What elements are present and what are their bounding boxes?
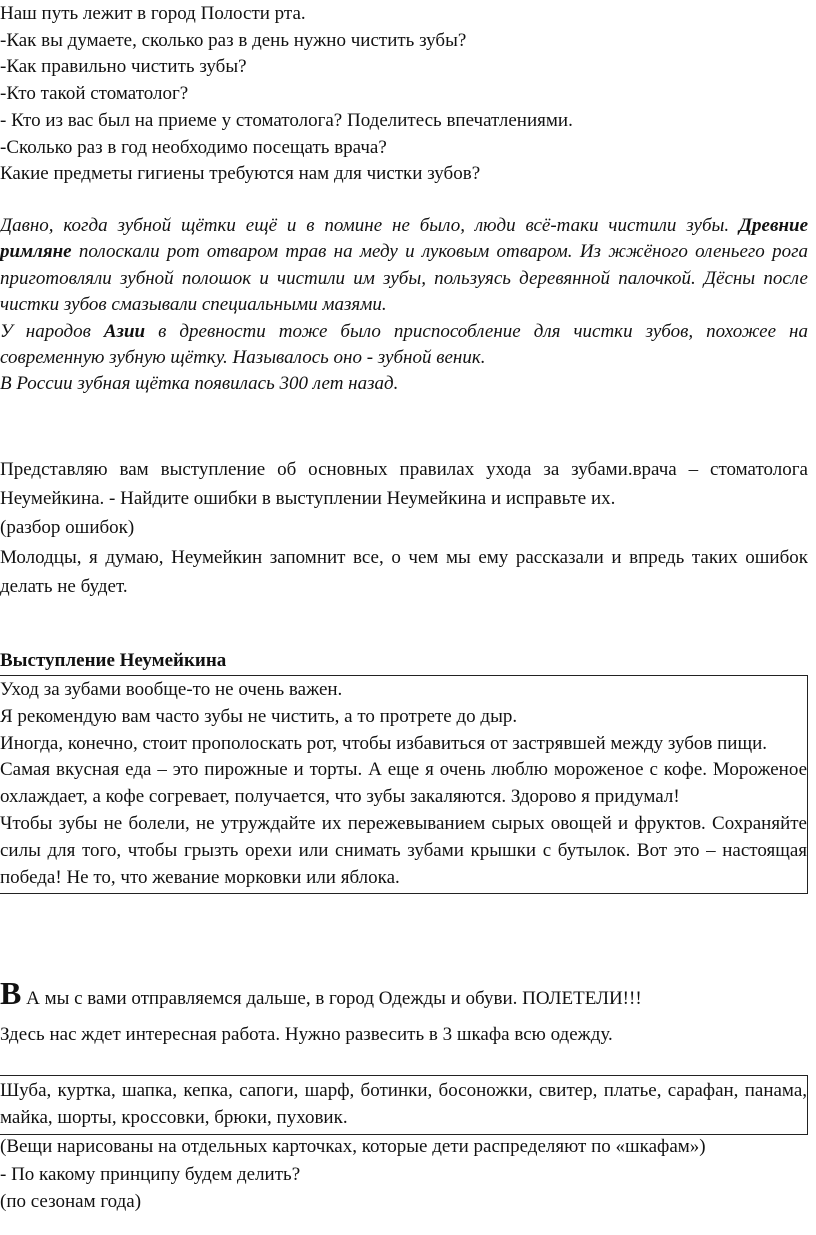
- intro-line: - Кто из вас был на приеме у стоматолога? Поделитесь впечатлениями.: [0, 109, 573, 131]
- speech-box: [0, 675, 808, 894]
- history-text: полоскали рот отваром трав на меду и луковым отваром. Из жжёного оленьего рога приготовляли зубной полошок и чистили им зубы, пользуясь деревянной палочкой. Дёсны после чистки зубов смазывали специальными мазями.: [0, 241, 808, 316]
- clothing-note: (Вещи нарисованы на отдельных карточках, которые дети распределяют по «шкафам»): [0, 1136, 706, 1157]
- speech-heading: Выступление Неумейкина: [0, 650, 227, 671]
- presentation-intro: [0, 455, 808, 601]
- clothing-notes: [0, 1133, 808, 1216]
- history-paragraph: [0, 213, 808, 319]
- history-bold: Древние римляне: [0, 215, 808, 263]
- clothing-answer: (по сезонам года): [0, 1191, 142, 1212]
- intro-line: -Как правильно чистить зубы?: [0, 56, 247, 78]
- clothing-items: Шуба, куртка, шапка, кепка, сапоги, шарф, ботинки, босоножки, свитер, платье, сарафан, панама, майка, шорты, кроссовки, брюки, пуховик.: [0, 1080, 807, 1128]
- speech-paragraph: Чтобы зубы не болели, не утруждайте их пережевыванием сырых овощей и фруктов. Сохраняйте силы для того, чтобы грызть орехи или снимать зубами крышки с бутылок. Вот это – настоящая победа! Не то, что жевание морковки или яблока.: [0, 812, 807, 888]
- presentation-paragraph: (разбор ошибок): [0, 517, 135, 539]
- intro-line: -Как вы думаете, сколько раз в день нужно чистить зубы?: [0, 29, 467, 51]
- speech-paragraph: Я рекомендую вам часто зубы не чистить, а то протрете до дыр.: [0, 705, 518, 727]
- clothing-task-line: Здесь нас ждет интересная работа. Нужно развесить в 3 шкафа всю одежду.: [0, 1024, 613, 1045]
- drop-cap: В: [0, 975, 22, 1011]
- intro-line: -Кто такой стоматолог?: [0, 83, 189, 105]
- clothing-question: - По какому принципу будем делить?: [0, 1163, 301, 1185]
- clothing-intro-line: [0, 975, 808, 1014]
- intro-line: Наш путь лежит в город Полости рта.: [0, 3, 306, 24]
- speech-paragraph: Уход за зубами вообще-то не очень важен.: [0, 679, 343, 700]
- history-paragraph: В России зубная щётка появилась 300 лет назад.: [0, 373, 399, 395]
- history-bold: Азии: [103, 320, 146, 342]
- history-text: в древности тоже было приспособление для чистки зубов, похожее на современную зубную щётку. Называлось оно - зубной веник.: [0, 320, 808, 369]
- speech-paragraph: Иногда, конечно, стоит прополоскать рот, чтобы избавиться от застрявшей между зубов пищи.: [0, 732, 767, 754]
- clothing-intro-text: А мы с вами отправляемся дальше, в город Одежды и обуви. ПОЛЕТЕЛИ!!!: [21, 988, 642, 1009]
- intro-questions: [0, 1, 810, 188]
- intro-line: Какие предметы гигиены требуются нам для чистки зубов?: [0, 163, 481, 185]
- intro-line: -Сколько раз в год необходимо посещать врача?: [0, 136, 387, 158]
- history-paragraph: [0, 319, 808, 372]
- presentation-paragraph: Молодцы, я думаю, Неумейкин запомнит все, о чем мы ему рассказали и впредь таких ошибок делать не будет.: [0, 546, 808, 597]
- clothing-items-box: [0, 1075, 808, 1135]
- history-text: Давно, когда зубной щётки ещё и в помине не было, люди всё-таки чистили зубы.: [0, 215, 740, 236]
- clothing-section: [0, 975, 808, 1050]
- toothbrush-history: [0, 213, 808, 398]
- presentation-paragraph: Представляю вам выступление об основных правилах ухода за зубами.врача – стоматолога Неумейкина. - Найдите ошибки в выступлении Неумейкина и исправьте их.: [0, 459, 808, 510]
- speech-paragraph: Самая вкусная еда – это пирожные и торты. А еще я очень люблю мороженое с кофе. Мороженое охлаждает, а кофе согревает, получается, что зубы закаляются. Здорово я придумал!: [0, 759, 807, 808]
- history-text: У народов: [0, 320, 104, 342]
